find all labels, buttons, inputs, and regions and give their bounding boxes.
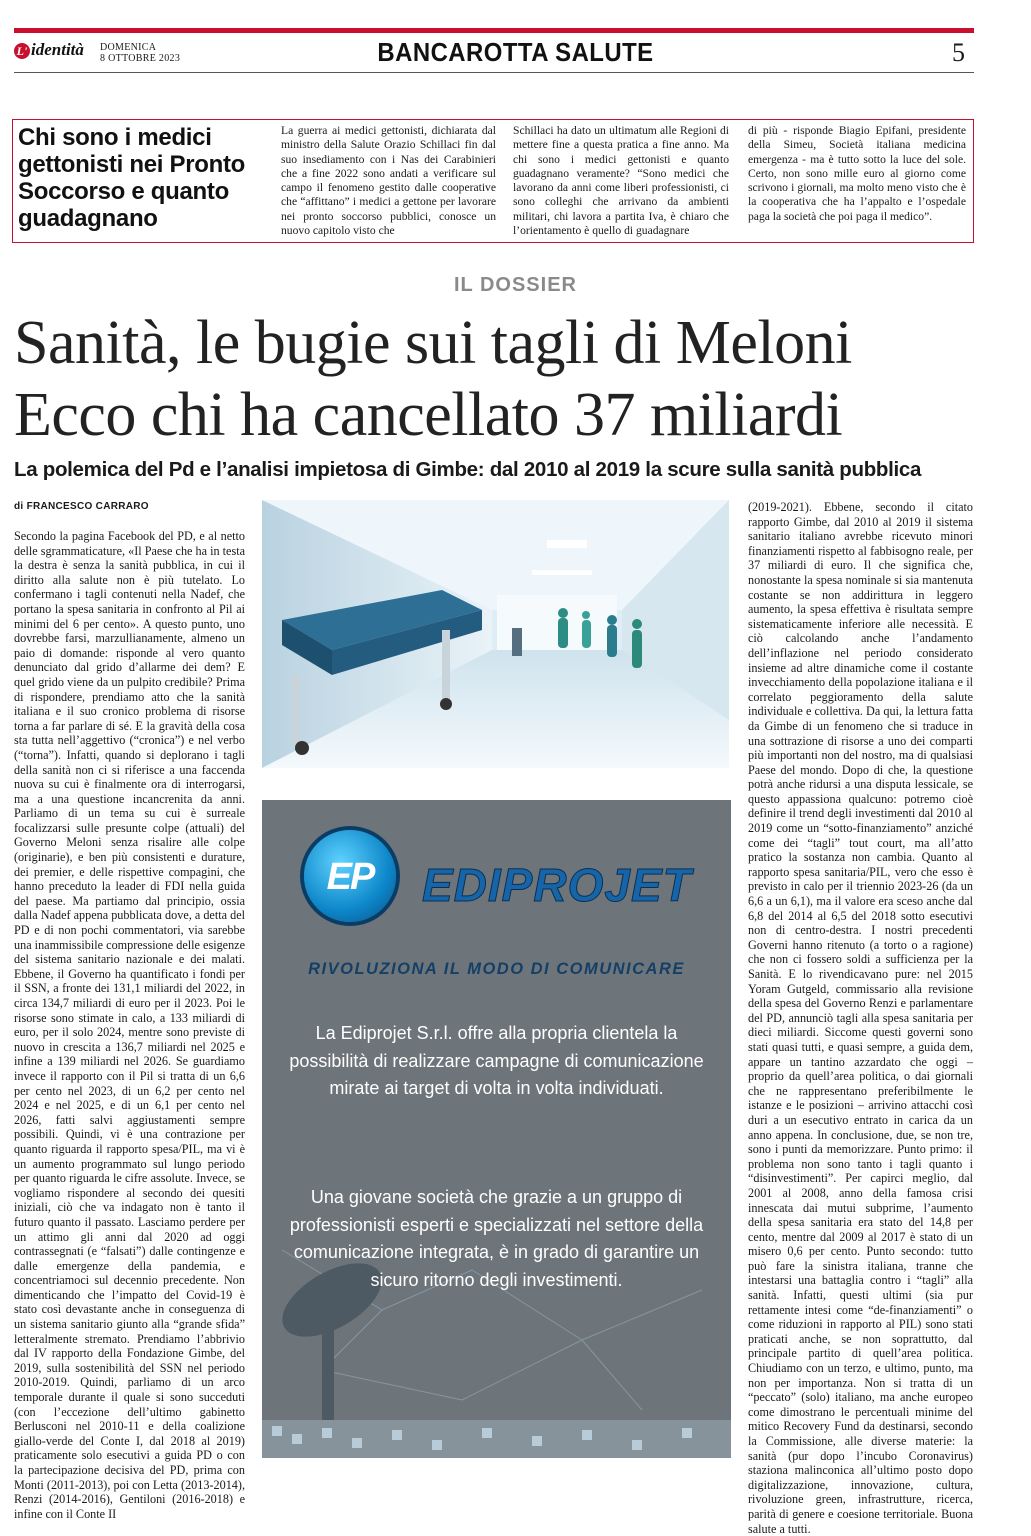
teaser-headline: Chi sono i medici gettonisti nei Pronto Soccorso e quanto guadagnano xyxy=(18,124,246,232)
article-column-1: Secondo la pagina Facebook del PD, e al netto delle sgrammaticature, «Il Paese che ha in testa la destra è senza la sanità pubblica, in cui il diritto alla salute non è più tutelato. Lo confermano i tagli contenuti nella Nadef, che portano la spesa sanitaria in confronto al Pil ai minimi del 6 per cento». A questo punto, uno dovrebbe farsi, marzullianamente, almeno un paio di domande: risponde al vero quanto denunciato dal grido d’allarme dei dem? E quel grido viene da un pulpito credibile? Prima di rispondere, prendiamo atto che la sanità italiana e il suo cronico problema di risorse torna a far parlare di sé. E la gravità della cosa sta tutta nell’aggettivo (“cronica”) e nel verbo (“torna”). Infatti, quando si deplorano i tagli della sanità non ci si riferisce a una faccenda nuova su cui è finalmente ora di interrogarsi, ma a una questione incancrenita da anni. Parliamo di un tema su cui è surreale focalizzarsi sulle presunte colpe (attuali) del Governo Meloni senza risalire alle colpe (originarie), e ben più consistenti e durature, dei premier, e delle rispettive compagini, che hanno preceduto la leader di FDI nella guida del paese. Ma partiamo dal principio, ossia dalla Nadef appena pubblicata dove, a detta del PD e di non pochi commentatori, via sarebbe una inammissibile compressione delle esigenze del sistema sanitario nazionale e dei malati. Ebbene, il Governo ha quantificato i fondi per il SSN, a fronte dei 131,1 miliardi del 2022, in circa 134,7 miliardi di euro per il 2023. Poi le risorse sono stimate in calo, a 133 miliardi di euro, per il solo 2024, mentre sono previste di nuovo in crescita a 136,7 miliardi nel 2025 e infine a 139 miliardi nel 2026. Se guardiamo invece il rapporto con il Pil si tratta di un 6,6 per cento nel 2023, di un 6,2 per cento nel 2024 e nel 2025, e di un 6,1 per cento nel 2026, fatti salvi aggiustamenti sempre possibili. Quindi, vi è una contrazione per quanto riguarda il rapporto spesa/PIL, ma vi è un aumento programmato sul lungo periodo per quanto riguarda le cifre assolute. Invece, se vogliamo rispondere al secondo dei quesiti iniziali, ciò che va indagato non è tanto il futuro quanto il passato. Lasciamo perdere per un attimo gli anni dal 2020 ad oggi contrassegnati (e “falsati”) dalle contingenze e dalle emergenze della pandemia, e concentriamoci sul decennio precedente. Non dimenticando che l’impatto del Covid-19 è stato così devastante anche in conseguenza di un sistema sanitario giunto alla “grande sfida” letteralmente stremato. Prendiamo l’abbrivio dal IV rapporto della Fondazione Gimbe, del 2019, sulla sostenibilità del SSN nel periodo 2010-2019. Quindi, parliamo di un arco temporale durante il quale si sono succeduti (con l’eccezione dell’ultimo gabinetto Berlusconi nel 2010-11 e della coalizione giallo-verde del Conte I, dal 2018 al 2019) praticamente solo esecutivi a guida PD o con la partecipazione decisiva del PD, prima con Monti (2011-2013), poi con Letta (2013-2014), Renzi (2014-2016), Gentiloni (2016-2018) e infine con il Conte II xyxy=(14,529,245,1521)
headline-line-2: Ecco chi ha cancellato 37 miliardi xyxy=(14,381,843,449)
teaser-column-1: La guerra ai medici gettonisti, dichiarata dal ministro della Salute Orazio Schillaci fin dal suo insediamento con i Nas dei Carabinieri che a fine 2022 sono andati a verificare sul campo il fenomeno gestito dalle cooperative che “affittano” i medici a gettone per lavorare nei pronto soccorso pubblici, conosce un nuovo capitolo visto che xyxy=(281,124,496,238)
ediprojet-slogan: RIVOLUZIONA IL MODO DI COMUNICARE xyxy=(308,960,685,978)
article-kicker: IL DOSSIER xyxy=(454,274,577,296)
ediprojet-logo-mark: EP xyxy=(326,856,374,898)
masthead-rule xyxy=(14,72,974,73)
hospital-corridor-photo xyxy=(262,500,729,768)
logo-initial: L' xyxy=(14,43,30,59)
page-number: 5 xyxy=(952,38,965,67)
article-column-3: (2019-2021). Ebbene, secondo il citato rapporto Gimbe, dal 2010 al 2019 il sistema sanitario italiano avrebbe ricevuto minori finanziamenti rispetto al fabbisogno reale, per 37 miliardi di euro. Il che significa che, nonostante la spesa nominale si sia mantenuta costante se non addirittura in leggero aumento, la spesa effettiva è risultata sempre sistematicamente inferiore alle necessità. E ciò calcolando anche l’andamento dell’inflazione nel periodo considerato insieme ad altre dinamiche come il costante invecchiamento della popolazione italiana e il correlato peggioramento della salute individuale e collettiva. Da qui, la lettura fatta da Gimbe di un fenomeno che si traduce in una sottrazione di risorse a uno dei comparti più importanti non del nostro, ma di qualsiasi Paese del mondo. Dopo di che, la questione potrà anche ridursi a una disputa lessicale, se questo appassiona qualcuno: potremo cioè definire il trend degli investimenti dal 2010 al 2019 come un “sotto-finanziamento” anziché come dei “tagli” tout court, ma all’atto pratico la sostanza non cambia. Quanto al rapporto spesa sanitaria/PIL, vero che esso è previsto in calo per il triennio 2023-26 (da un 6,6 a un 6,1), ma il valore era sceso anche dal 6,8 del 2014 al 6,5 del 2018 sotto esecutivi non di centro-destra. I nostri precedenti Governi hanno ritenuto (a torto o a ragione) che non ci fossero soldi a sufficienza per la Sanità. E lo rivendicavano pure: nel 2015 Yoram Gutgeld, commissario alla revisione della spesa del Governo Renzi e parlamentare del PD, annunciò tagli alla spesa sanitaria per dieci miliardi. Siccome questi governi sono stati quasi tutti, e quasi sempre, a guida dem, appare un tantino azzardato che oggi – proprio da quell’area politica, o dai giornali che ne rappresentano preferibilmente le istanze e le posizioni – arrivino attacchi così duri a un esecutivo entrato in carica da un anno appena. In conclusione, due, se non tre, sono i punti da memorizzare. Punto primo: il problema non sono tanto i tagli quanto i “disinvestimenti”. Per capirci meglio, dal 2001 al 2008, anno della famosa crisi innescata dai mutui subprime, l’aumento della spesa sanitaria era stato del 14,8 per cento, mentre dal 2009 al 2017 è stato di un misero 0,6 per cento. Punto secondo: tutto può fare la sinistra italiana, tranne che intestarsi una battaglia contro i “tagli” alla sanità. Infatti, questi ultimi (sia pur rettamente intesi come “de-finanziamenti” o come riduzioni in rapporto al PIL) sono stati praticati anche, se non soprattutto, dal principale partito di quell’area politica. Chiudiamo con un terzo, e ultimo, punto, ma non per importanza. Non si tratta di un “peccato” (solo) italiano, ma anche europeo come dimostrano le percentuali minime del mitico Recovery Fund da destinarsi, secondo la Commissione, alle diverse materie: la sanità (pur dopo l’incubo Coronavirus) staziona malinconica all’ultimo posto dopo digitalizzazione, innovazione, cultura, rivoluzione green, infrastrutture, ricerca, parità di genere e coesione territoriale. Buona salute a tutti. xyxy=(748,500,973,1536)
issue-day: DOMENICA xyxy=(100,42,157,53)
article-byline: di FRANCESCO CARRARO xyxy=(14,501,149,512)
article-subheadline: La polemica del Pd e l’analisi impietosa di Gimbe: dal 2010 al 2019 la scure sulla sanità pubblica xyxy=(14,458,922,481)
logo-text: identità xyxy=(31,40,84,59)
issue-full-date: 8 OTTOBRE 2023 xyxy=(100,53,181,64)
section-title: BANCAROTTA SALUTE xyxy=(377,37,654,67)
masthead-top-bar xyxy=(14,28,974,33)
ad-paragraph-2: Una giovane società che grazie a un gruppo di professionisti esperti e specializzati nel settore della comunicazione integrata, è in grado di garantire un sicuro ritorno degli investimenti. xyxy=(289,1187,704,1290)
headline-line-1: Sanità, le bugie sui tagli di Meloni xyxy=(14,309,852,377)
teaser-column-2: Schillaci ha dato un ultimatum alle Regioni di mettere fine a questa pratica a fine anno. Ma chi sono i medici gettonisti e quanto guadagnano veramente? “Sono medici che lavorano da anni come liberi professionisti, ci sono colleghi che arrivano da ambienti militari, chi lavora a partita Iva, è chiaro che l’orientamento è quello di guadagnare xyxy=(513,124,729,238)
ad-paragraph-1: La Ediprojet S.r.l. offre alla propria clientela la possibilità di realizzare campagne di comunicazione mirate ai target di volta in volta individuati. xyxy=(289,1023,704,1098)
ediprojet-brand-name: EDIPROJET xyxy=(422,859,692,911)
teaser-column-3: di più - risponde Biagio Epifani, presidente della Simeu, Società italiana medicina emergenza - ma è tutto sotto la luce del sole. Certo, non sono mille euro al giorno come scrivono i giornali, ma molto meno visto che è la cooperativa che ha l’appalto e l’ospedale paga la società che poi paga il medico”. xyxy=(748,124,966,223)
ediprojet-advertisement xyxy=(262,800,731,1458)
hospital-corridor-illustration xyxy=(262,500,729,768)
